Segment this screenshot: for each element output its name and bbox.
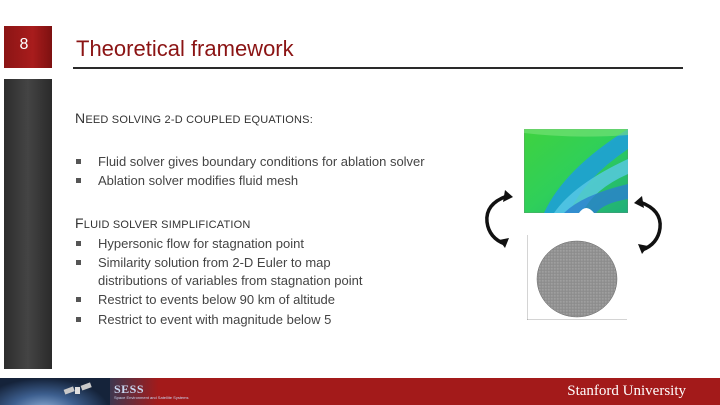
slide-number-badge (4, 26, 52, 68)
fluid-simulation-plot (524, 129, 628, 213)
bullet-square-icon (76, 241, 81, 246)
side-decoration-bar (4, 79, 52, 369)
slide-title: Theoretical framework (76, 36, 294, 61)
sess-logo-text: SESS (114, 382, 145, 396)
bullet-square-icon (76, 260, 81, 265)
curved-arrow-right-icon (634, 196, 664, 256)
section-heading-coupled-equations: NEED SOLVING 2-D COUPLED EQUATIONS: (75, 110, 313, 126)
stanford-university-logo: Stanford University (567, 383, 686, 399)
bullet-square-icon (76, 297, 81, 302)
ablation-mesh-plot (527, 235, 627, 320)
earth-horizon-image (0, 378, 110, 405)
slide-number: 8 (19, 36, 29, 53)
bullet-square-icon (76, 159, 81, 164)
curved-arrow-left-icon (483, 190, 513, 250)
sess-logo-subtitle: Space Environment and Satellite Systems (114, 395, 189, 400)
satellite-icon (62, 380, 92, 402)
bullet-square-icon (76, 317, 81, 322)
title-underline (73, 67, 683, 69)
bullet-square-icon (76, 178, 81, 183)
section-heading-fluid-solver: FLUID SOLVER SIMPLIFICATION (75, 215, 251, 231)
